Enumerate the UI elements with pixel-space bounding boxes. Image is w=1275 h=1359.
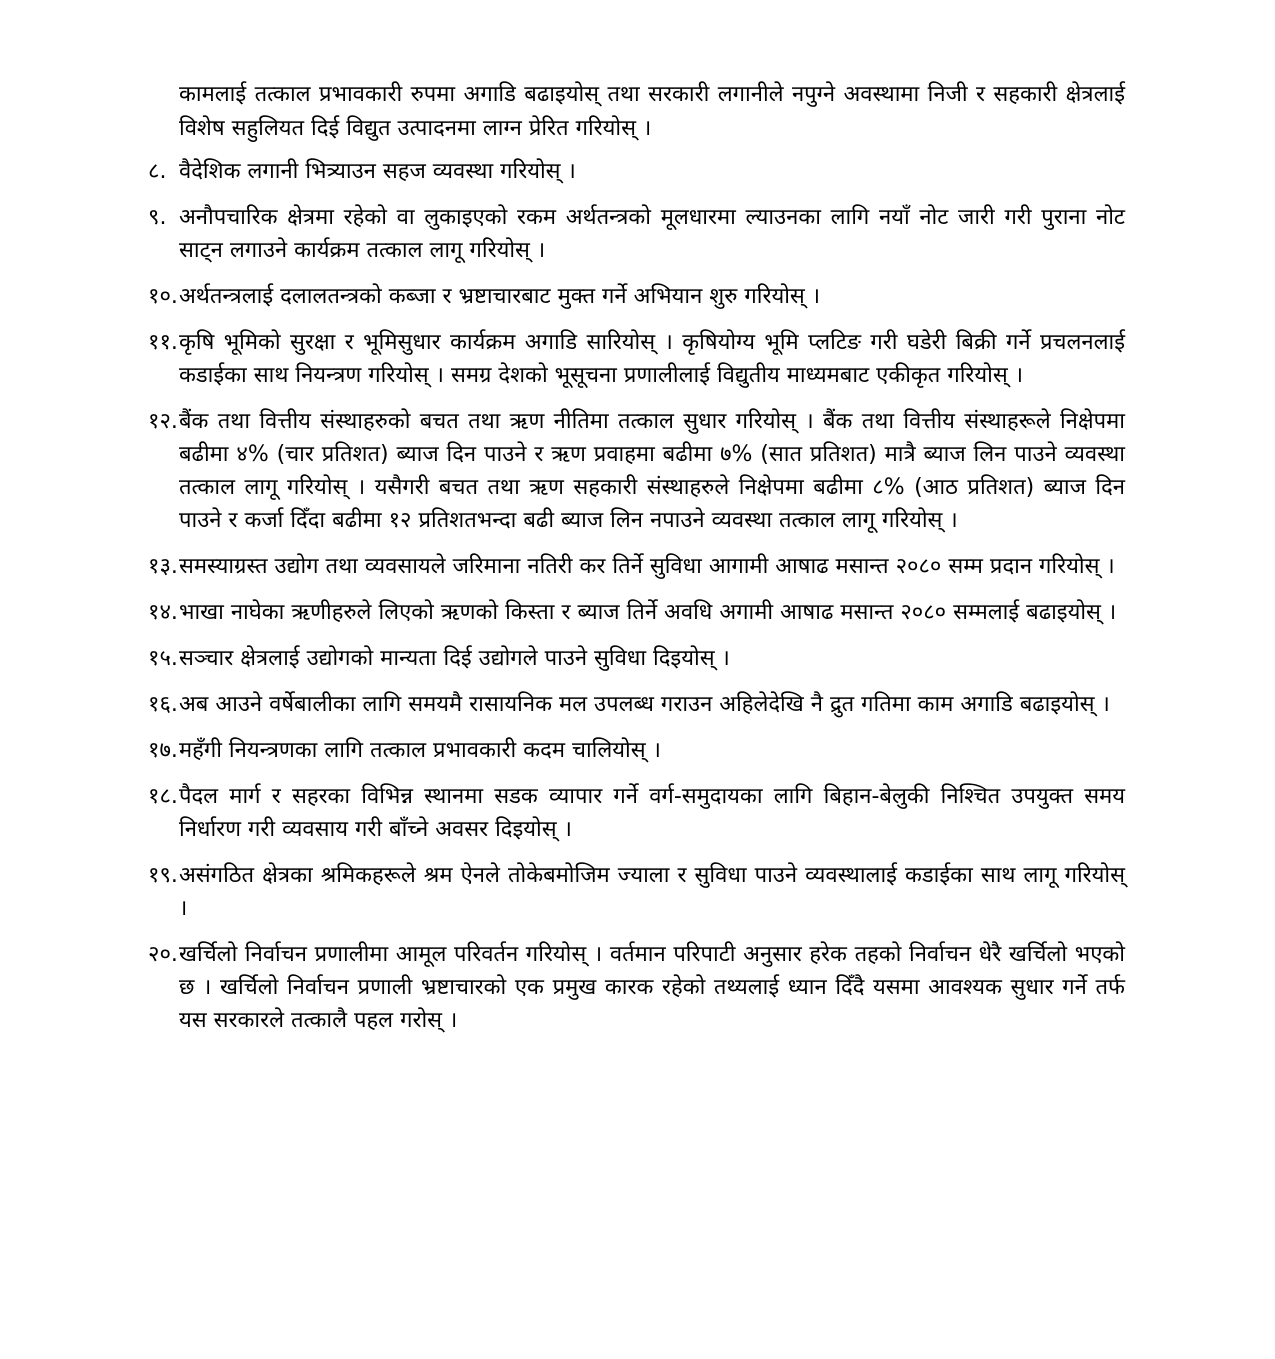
item-text: भाखा नाघेका ऋणीहरुले लिएको ऋणको किस्ता र ब्याज तिर्ने अवधि अगामी आषाढ मसान्त २०८० सम्मलाई बढाइयोस् । [179,600,1117,625]
demand-list [148,155,1125,1050]
item-text: सञ्चार क्षेत्रलाई उद्योगको मान्यता दिई उद्योगले पाउने सुविधा दिइयोस् । [179,646,730,671]
item-number: १०. [148,284,178,309]
list-item [148,688,1125,721]
item-number: १८. [148,784,178,809]
item-text: बैंक तथा वित्तीय संस्थाहरुको बचत तथा ऋण नीतिमा तत्काल सुधार गरियोस् । बैंक तथा वित्तीय संस्थाहरूले निक्षेपमा बढीमा ४% (चार प्रतिशत) ब्याज दिन पाउने र ऋण प्रवाहमा बढीमा ७% (सात प्रतिशत) मात्रै ब्याज लिन पाउने व्यवस्था तत्काल लागू गरियोस् । यसैगरी बचत तथा ऋण सहकारी संस्थाहरुले निक्षेपमा बढीमा ८% (आठ प्रतिशत) ब्याज दिन पाउने र कर्जा दिँदा बढीमा १२ प्रतिशतभन्दा बढी ब्याज लिन नपाउने व्यवस्था तत्काल लागू गरियोस् । [179,409,1125,533]
list-item [148,642,1125,675]
list-item [148,938,1125,1037]
item-number: १९. [148,863,178,888]
item-text: कृषि भूमिको सुरक्षा र भूमिसुधार कार्यक्रम अगाडि सारियोस् । कृषियोग्य भूमि प्लटिङ गरी घडेरी बिक्री गर्ने प्रचलनलाई कडाईका साथ नियन्त्रण गरियोस् । समग्र देशको भूसूचना प्रणालीलाई विद्युतीय माध्यमबाट एकीकृत गरियोस् । [179,330,1125,388]
item-text: समस्याग्रस्त उद्योग तथा व्यवसायले जरिमाना नतिरी कर तिर्ने सुविधा आगामी आषाढ मसान्त २०८० सम्म प्रदान गरियोस् । [179,554,1115,579]
list-item [148,155,1125,188]
item-text: अनौपचारिक क्षेत्रमा रहेको वा लुकाइएको रकम अर्थतन्त्रको मूलधारमा ल्याउनका लागि नयाँ नोट जारी गरी पुराना नोट साट्न लगाउने कार्यक्रम तत्काल लागू गरियोस् । [179,205,1125,263]
item-number: १२. [148,409,178,434]
item-text: अर्थतन्त्रलाई दलालतन्त्रको कब्जा र भ्रष्टाचारबाट मुक्त गर्ने अभियान शुरु गरियोस् । [179,284,821,309]
item-text: वैदेशिक लगानी भित्र्याउन सहज व्यवस्था गरियोस् । [179,159,576,184]
item-number: १५. [148,646,178,671]
item-text: पैदल मार्ग र सहरका विभिन्न स्थानमा सडक व्यापार गर्ने वर्ग-समुदायका लागि बिहान-बेलुकी निश्चित उपयुक्त समय निर्धारण गरी व्यवसाय गरी बाँच्ने अवसर दिइयोस् । [179,784,1125,842]
item-number: १४. [148,600,178,625]
item-number: १३. [148,554,178,579]
list-item [148,859,1125,925]
list-item [148,405,1125,537]
item-text: खर्चिलो निर्वाचन प्रणालीमा आमूल परिवर्तन गरियोस् । वर्तमान परिपाटी अनुसार हरेक तहको निर्वाचन धेरै खर्चिलो भएको छ । खर्चिलो निर्वाचन प्रणाली भ्रष्टाचारको एक प्रमुख कारक रहेको तथ्यलाई ध्यान दिँदै यसमा आवश्यक सुधार गर्ने तर्फ यस सरकारले तत्कालै पहल गरोस् । [179,942,1125,1033]
list-item [148,780,1125,846]
list-item [148,201,1125,267]
item-text: असंगठित क्षेत्रका श्रमिकहरूले श्रम ऐनले तोकेबमोजिम ज्याला र सुविधा पाउने व्यवस्थालाई कडाईका साथ लागू गरियोस् । [179,863,1125,921]
continuation-paragraph: कामलाई तत्काल प्रभावकारी रुपमा अगाडि बढाइयोस् तथा सरकारी लगानीले नपुग्ने अवस्थामा निजी र सहकारी क्षेत्रलाई विशेष सहुलियत दिई विद्युत उत्पादनमा लाग्न प्रेरित गरियोस् । [179,82,1125,141]
list-item [148,550,1125,583]
list-item [148,734,1125,767]
item-number: ८. [148,159,167,184]
item-number: १७. [148,738,178,763]
item-number: २०. [148,942,178,967]
item-text: अब आउने वर्षेबालीका लागि समयमै रासायनिक मल उपलब्ध गराउन अहिलेदेखि नै द्रुत गतिमा काम अगाडि बढाइयोस् । [179,692,1110,717]
item-number: ११. [148,330,178,355]
list-item [148,280,1125,313]
item-number: १६. [148,692,178,717]
list-item [148,596,1125,629]
list-item [148,326,1125,392]
item-number: ९. [148,205,167,230]
item-text: महँगी नियन्त्रणका लागि तत्काल प्रभावकारी कदम चालियोस् । [179,738,661,763]
